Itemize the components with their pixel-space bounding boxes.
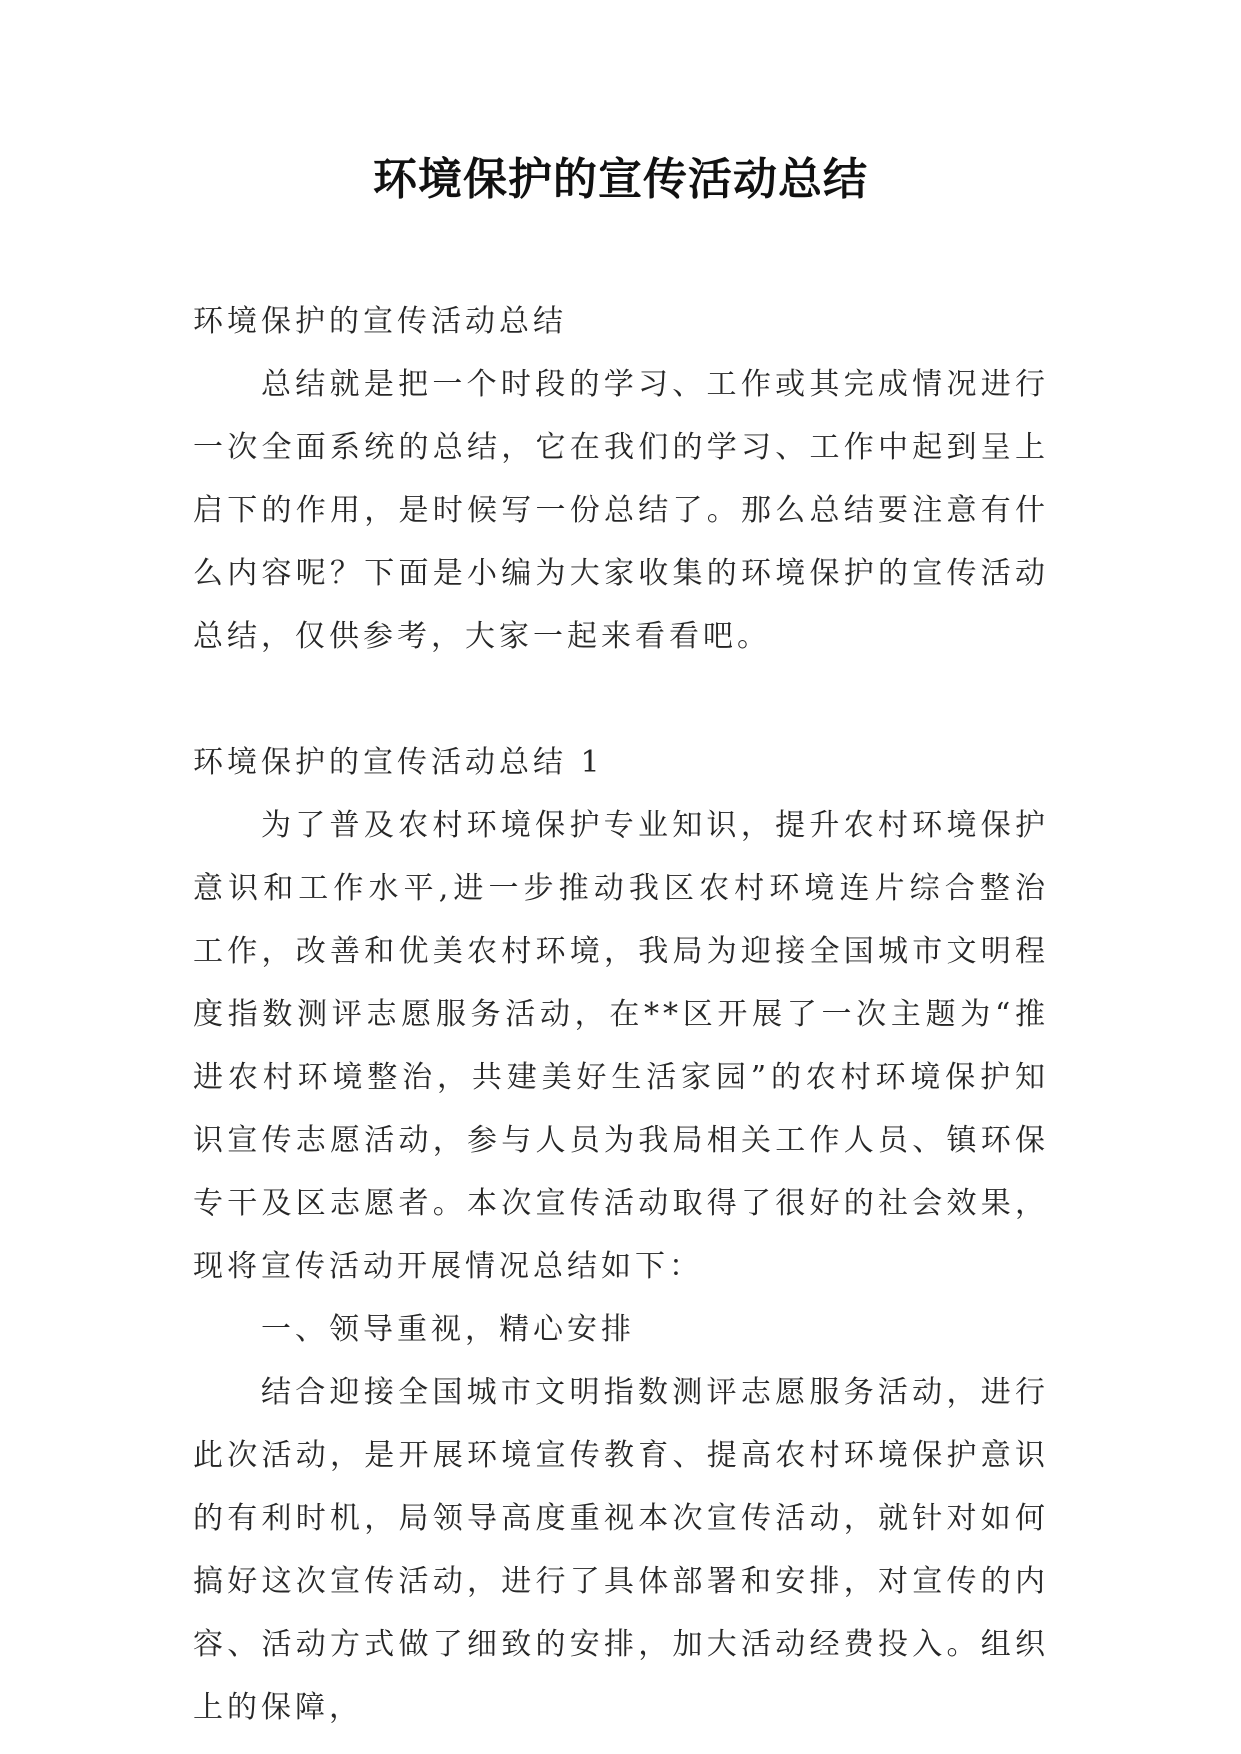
- document-body: [193, 290, 1049, 1739]
- section-spacer: [193, 668, 1049, 731]
- section-paragraph: 结合迎接全国城市文明指数测评志愿服务活动，进行此次活动，是开展环境宣传教育、提高农村环境保护意识的有利时机，局领导高度重视本次宣传活动，就针对如何搞好这次宣传活动，进行了具体部署和安排，对宣传的内容、活动方式做了细致的安排，加大活动经费投入。组织上的保障，: [193, 1375, 1049, 1725]
- section-paragraph: 为了普及农村环境保护专业知识，提升农村环境保护意识和工作水平,进一步推动我区农村环境连片综合整治工作，改善和优美农村环境，我局为迎接全国城市文明程度指数测评志愿服务活动，在**区开展了一次主题为“推进农村环境整治，共建美好生活家园”的农村环境保护知识宣传志愿活动，参与人员为我局相关工作人员、镇环保专干及区志愿者。本次宣传活动取得了很好的社会效果，现将宣传活动开展情况总结如下：: [193, 808, 1049, 1284]
- document-subtitle: 环境保护的宣传活动总结: [193, 304, 567, 339]
- section-heading: 环境保护的宣传活动总结 1: [193, 745, 604, 780]
- document-title: 环境保护的宣传活动总结: [373, 154, 868, 205]
- subsection-heading: 一、领导重视，精心安排: [261, 1312, 635, 1347]
- intro-paragraph: 总结就是把一个时段的学习、工作或其完成情况进行一次全面系统的总结，它在我们的学习、工作中起到呈上启下的作用，是时候写一份总结了。那么总结要注意有什么内容呢？下面是小编为大家收集的环境保护的宣传活动总结，仅供参考，大家一起来看看吧。: [193, 367, 1049, 654]
